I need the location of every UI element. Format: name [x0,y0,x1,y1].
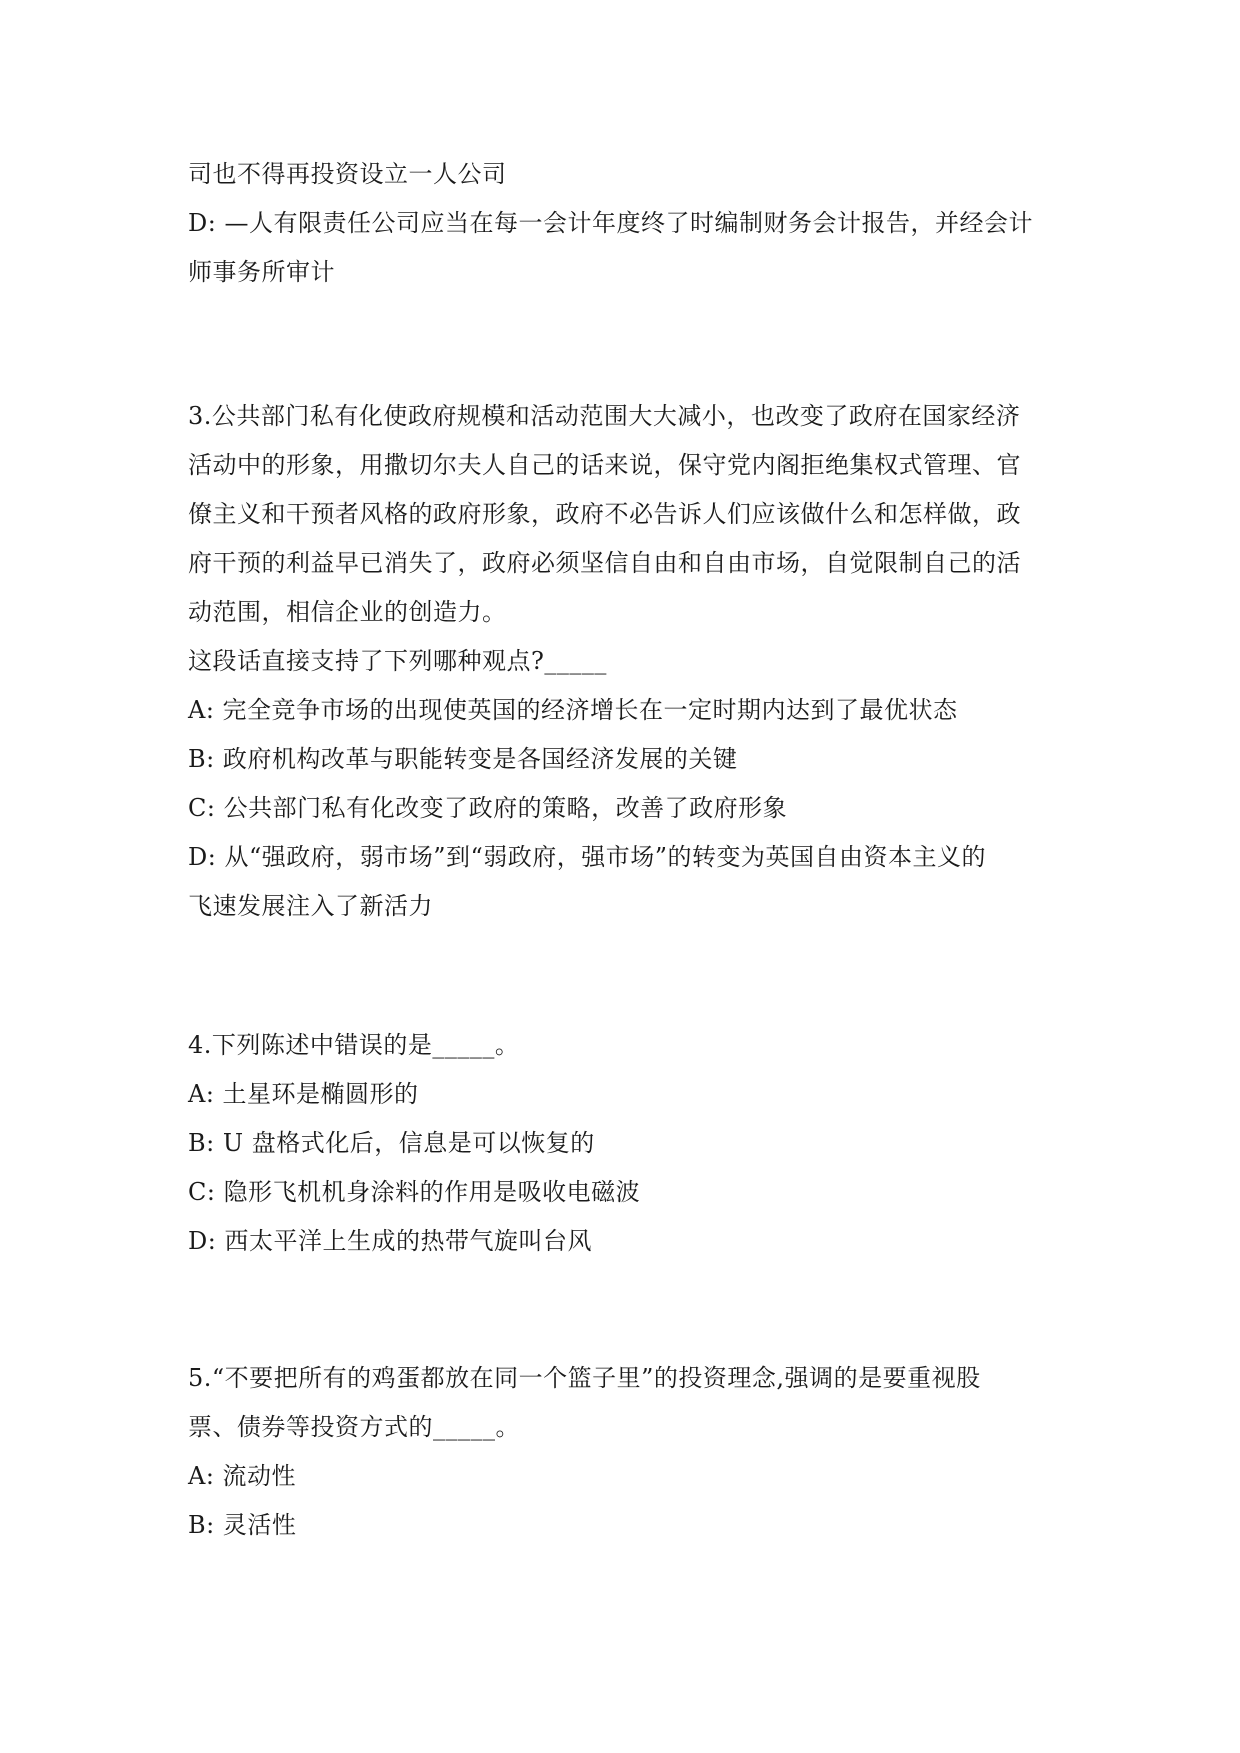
text-line: 司也不得再投资设立一人公司 [188,160,507,188]
option-b: B: 灵活性 [188,1511,297,1539]
question-stem-line: 3.公共部门私有化使政府规模和活动范围大大减小，也改变了政府在国家经济 [188,402,1021,430]
question-4 [188,1021,1068,1266]
option-d: D: —人有限责任公司应当在每一会计年度终了时编制财务会计报告，并经会计 [188,209,1033,237]
text-line: 师事务所审计 [188,258,335,286]
option-d: D: 从“强政府，弱市场”到“弱政府，强市场”的转变为英国自由资本主义的 [188,843,987,871]
option-b: B: 政府机构改革与职能转变是各国经济发展的关键 [188,745,738,773]
document-page [188,150,1068,1550]
option-d: D: 西太平洋上生成的热带气旋叫台风 [188,1227,592,1255]
option-a: A: 流动性 [188,1462,297,1490]
option-d-continued: 飞速发展注入了新活力 [188,892,433,920]
question-stem-line: 票、债券等投资方式的_____。 [188,1413,520,1441]
question-stem-line: 府干预的利益早已消失了，政府必须坚信自由和自由市场，自觉限制自己的活 [188,549,1021,577]
question-stem-line: 动范围，相信企业的创造力。 [188,598,507,626]
question-3 [188,392,1068,931]
question-stem-line: 活动中的形象，用撒切尔夫人自己的话来说，保守党内阁拒绝集权式管理、官 [188,451,1021,479]
question-stem-line: 4.下列陈述中错误的是_____。 [188,1031,520,1059]
question-stem-line: 僚主义和干预者风格的政府形象，政府不必告诉人们应该做什么和怎样做，政 [188,500,1021,528]
option-c: C: 公共部门私有化改变了政府的策略，改善了政府形象 [188,794,788,822]
option-a: A: 土星环是椭圆形的 [188,1080,419,1108]
option-b: B: U 盘格式化后，信息是可以恢复的 [188,1129,595,1157]
question-5 [188,1354,1068,1550]
question-prompt: 这段话直接支持了下列哪种观点?_____ [188,647,607,675]
option-c: C: 隐形飞机机身涂料的作用是吸收电磁波 [188,1178,641,1206]
option-a: A: 完全竞争市场的出现使英国的经济增长在一定时期内达到了最优状态 [188,696,958,724]
carryover-text [188,150,1068,297]
question-stem-line: 5.“不要把所有的鸡蛋都放在同一个篮子里”的投资理念,强调的是要重视股 [188,1364,981,1392]
